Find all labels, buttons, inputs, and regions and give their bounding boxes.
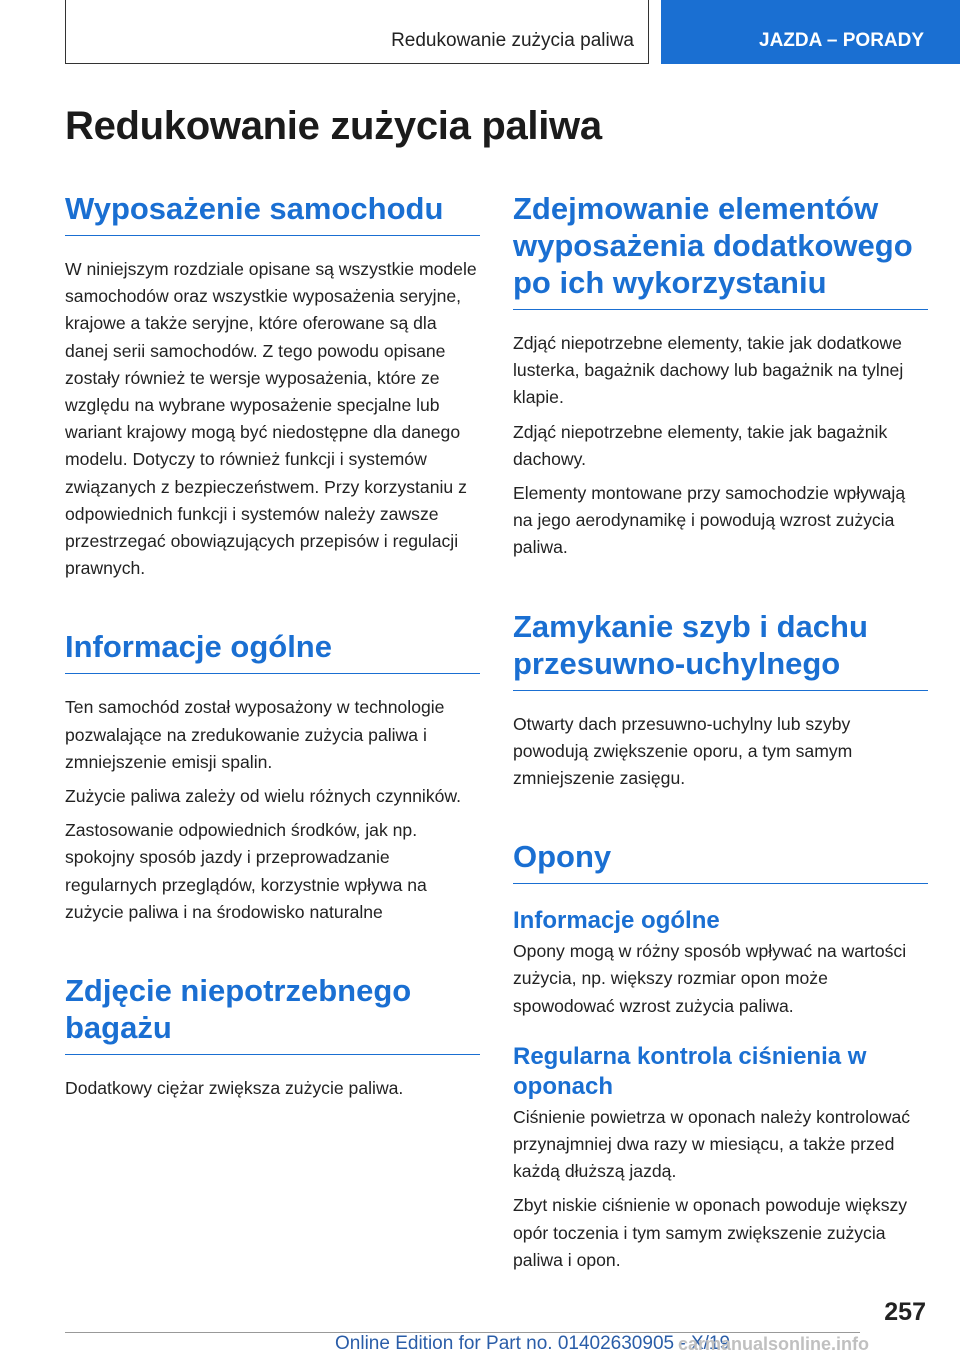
chapter-tab — [661, 0, 960, 64]
right-column — [513, 190, 928, 1274]
section-paragraph: Elementy montowane przy samochodzie wpływają na jego aerodynamikę i powodują wzrost zużycia paliwa. — [513, 483, 906, 558]
left-column — [65, 190, 480, 1102]
page-title: Redukowanie zużycia paliwa — [65, 104, 602, 148]
section-paragraph: Zbyt niskie ciśnienie w oponach powoduje większy opór toczenia i tym samym zwiększenie zużycia paliwa i opon. — [513, 1195, 908, 1270]
section-paragraph: Zastosowanie odpowiednich środków, jak np. spokojny sposób jazdy i przeprowadzanie regularnych przeglądów, korzystnie wpływa na zużycie paliwa i na środowisko naturalne — [65, 820, 427, 922]
footer-edition-text: Online Edition for Part no. 01402630905 - X/19 — [335, 1333, 731, 1354]
section-heading-windows-roof: Zamykanie szyb i dachu przesuwno-uchylnego — [513, 608, 928, 691]
section-paragraph: Dodatkowy ciężar zwiększa zużycie paliwa. — [65, 1078, 404, 1099]
section-paragraph: Ciśnienie powietrza w oponach należy kontrolować przynajmniej dwa razy w miesiącu, a także przed każdą dłuższą jazdą. — [513, 1106, 911, 1182]
page-number: 257 — [884, 1298, 926, 1326]
section-paragraph: Zużycie paliwa zależy od wielu różnych czynników. — [65, 786, 462, 807]
section-heading-luggage: Zdjęcie niepotrzebnego bagażu — [65, 972, 480, 1055]
section-paragraph: Otwarty dach przesuwno-uchylny lub szyby powodują zwiększenie oporu, a tym samym zmniejszenie zasięgu. — [513, 713, 853, 789]
watermark: carmanualsonline.info — [678, 1334, 870, 1354]
running-header — [65, 0, 649, 64]
section-paragraph: Zdjąć niepotrzebne elementy, takie jak bagażnik dachowy. — [513, 421, 888, 469]
section-paragraph: Opony mogą w różny sposób wpływać na wartości zużycia, np. większy rozmiar opon może spowodować wzrost zużycia paliwa. — [513, 941, 907, 1016]
section-heading-general-info: Informacje ogólne — [65, 628, 480, 674]
section-paragraph: Zdjąć niepotrzebne elementy, takie jak dodatkowe lusterka, bagażnik dachowy lub bagażnik na tylnej klapie. — [513, 333, 904, 408]
section-heading-accessories: Zdejmowanie elementów wyposażenia dodatkowego po ich wykorzystaniu — [513, 190, 928, 310]
section-paragraph: W niniejszym rozdziale opisane są wszystkie modele samochodów oraz wszystkie wyposażenia seryjne, krajowe a także seryjne, które oferowane są dla danej serii samochodów. Z tego powodu opisane zostały również te wersje wyposażenia, które ze względu na wybrane wyposażenie specjalne lub wariant krajowy mogą być niedostępne dla danego modelu. Dotyczy to również funkcji i systemów związanych z bezpieczeństwem. Przy korzystaniu z odpowiednich funkcji i systemów należy zawsze przestrzegać obowiązujących przepisów i regulacji prawnych. — [65, 259, 477, 579]
section-paragraph: Ten samochód został wyposażony w technologie pozwalające na zredukowanie zużycia paliwa i zmniejszenie emisji spalin. — [65, 697, 445, 772]
section-heading-tires: Opony — [513, 838, 928, 884]
chapter-tab-label: JAZDA – PORADY — [759, 30, 925, 51]
running-header-title: Redukowanie zużycia paliwa — [391, 30, 634, 51]
section-heading-equipment: Wyposażenie samochodu — [65, 190, 480, 236]
subsection-heading-tire-pressure: Regularna kontrola ciśnienia w oponach — [513, 1042, 867, 1100]
subsection-heading-tires-general: Informacje ogólne — [513, 907, 720, 935]
